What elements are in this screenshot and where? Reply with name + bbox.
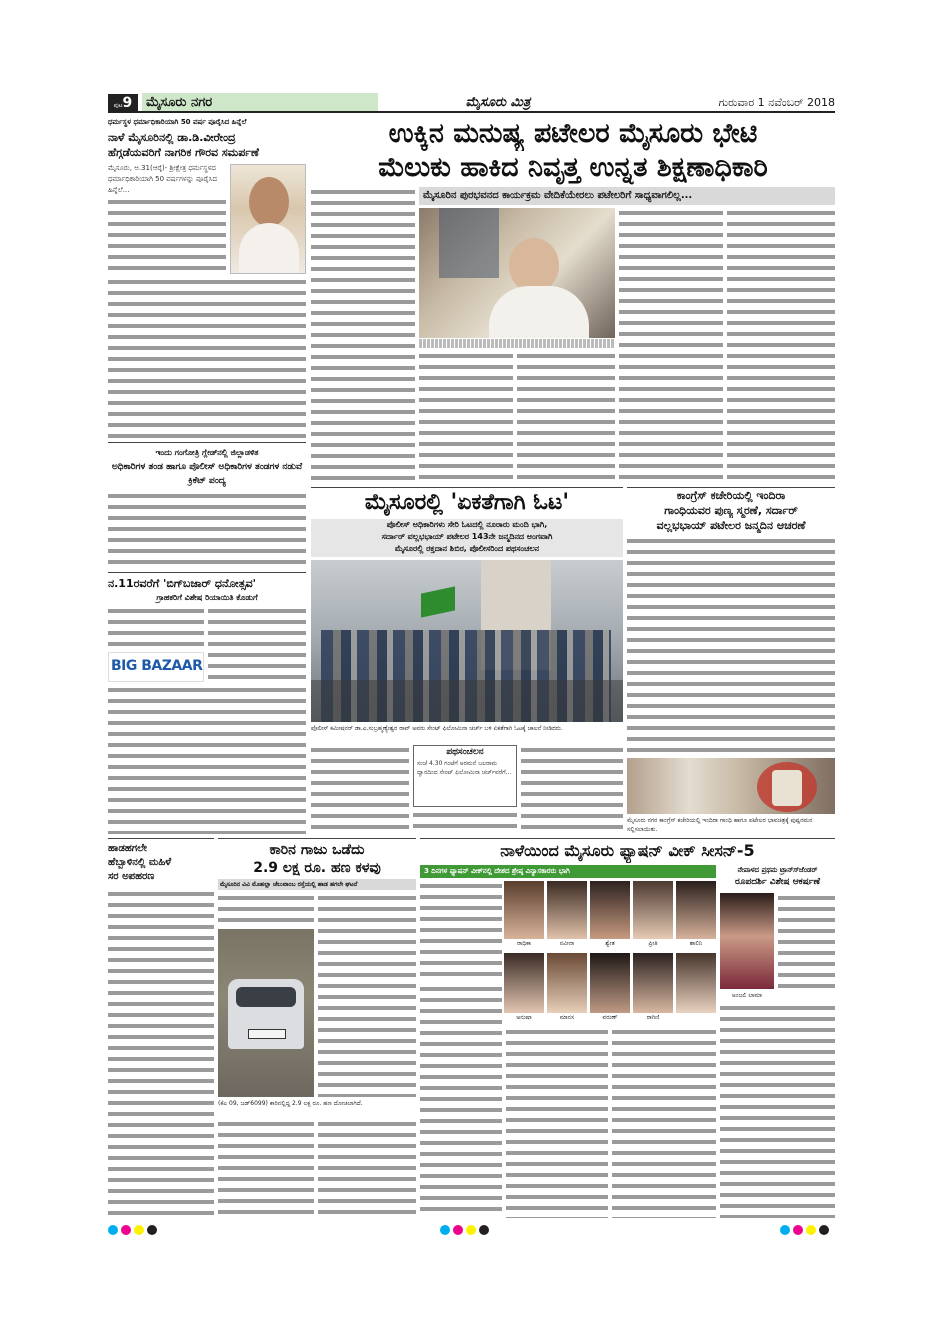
chain-headline-3: ಸರ ಅಪಹರಣ — [108, 871, 155, 882]
run-body-col1 — [311, 745, 409, 834]
transgender-model-photo — [720, 893, 774, 989]
sidebar-photo-caption: ಅಂಜಲಿ ಲಾಮಾ — [731, 992, 763, 999]
photo-caption — [419, 339, 615, 348]
car-banner-text: ಮೈಸೂರಿನ ವಿವಿ ಮೊಹಲ್ಲಾ ಚೆಲುವಾಂಬ ರಸ್ತೆಯಲ್ಲಿ ಹಾಡ ಹಗಲೇ ಘಟನೆ — [220, 881, 358, 888]
car-body-col2 — [318, 893, 416, 1097]
model-name: ಪ್ರೀತಿ — [648, 940, 658, 947]
main-story-col4 — [727, 208, 835, 485]
model-photo-grid-row2 — [504, 953, 716, 1023]
story-dateline: ಮೈಸೂರು, ಅ.31(ಆರ್‍ಕೆ)- ಶ್ರೀಕ್ಷೇತ್ರ ಧರ್ಮಸ್ಥಳದ ಧರ್ಮಾಧಿಕಾರಿಯಾಗಿ 50 ವರ್ಷಗಳನ್ನು ಪೂರೈಸಿದ ಹಿನ್ನೆಲೆ... — [108, 164, 217, 194]
car-body-col4 — [318, 1119, 416, 1218]
main-headline-2: ಮೆಲುಕು ಹಾಕಿದ ನಿವೃತ್ತ ಉನ್ನತ ಶಿಕ್ಷಣಾಧಿಕಾರಿ — [378, 152, 768, 183]
main-story-col1 — [311, 187, 415, 485]
chain-headline-2: ಹೆಬ್ಬಾಳಿನಲ್ಲಿ ಮಹಿಳೆ — [108, 857, 172, 868]
model-photo — [504, 881, 544, 939]
car-body-col1 — [218, 893, 314, 927]
congress-body-text — [627, 536, 835, 756]
transgender-model-sidebar — [720, 865, 835, 1218]
model-photo-grid-row1 — [504, 881, 716, 949]
story-body-text-3 — [108, 685, 306, 834]
story-kicker: ಧರ್ಮಸ್ಥಳ ಧರ್ಮಾಧಿಕಾರಿಯಾಗಿ 50 ವರ್ಷ ಪೂರೈಸಿದ ಹಿನ್ನೆಲೆ — [108, 118, 247, 126]
story-subhead: ಗ್ರಾಹಕರಿಗೆ ವಿಶೇಷ ರಿಯಾಯಿತಿ ಕೊಡುಗೆ — [156, 593, 258, 602]
main-story-patel — [311, 117, 835, 485]
run-headline: ಮೈಸೂರಲ್ಲಿ 'ಏಕತೆಗಾಗಿ ಓಟ' — [364, 490, 570, 515]
model-photo — [590, 953, 630, 1013]
run-deck-line-1: ಪೊಲೀಸ್ ಅಧಿಕಾರಿಗಳು ಸೇರಿ ಓಟದಲ್ಲಿ ನೂರಾರು ಮಂದಿ ಭಾಗಿ, — [386, 520, 548, 529]
issue-date: ಗುರುವಾರ 1 ನವೆಂಬರ್ 2018 — [718, 96, 835, 109]
model-name: ವರುಣ್ — [602, 1014, 618, 1021]
main-story-col2a — [419, 351, 513, 485]
congress-tribute-photo — [627, 758, 835, 814]
car-banner — [218, 879, 416, 890]
section-title: ಮೈಸೂರು ನಗರ — [142, 93, 378, 112]
model-name: ರಾಧಿಕಾ — [517, 940, 531, 947]
story-headline-2: ಹೆಗ್ಗಡೆಯವರಿಗೆ ನಾಗರಿಕ ಗೌರವ ಸಮರ್ಪಣೆ — [108, 146, 259, 159]
fashion-banner-text: 3 ದಿನಗಳ ಫ್ಯಾಷನ್ ವೀಕ್‍ನಲ್ಲಿ ದೇಶದ ಶ್ರೇಷ್ಠ ವಿನ್ಯಾಸಕಾರರು ಭಾಗಿ — [424, 867, 570, 875]
run-for-unity-story — [311, 487, 623, 834]
big-bazaar-logo — [108, 652, 204, 682]
heggade-portrait-photo — [230, 164, 306, 274]
model-photo — [547, 881, 587, 939]
parade-box — [413, 745, 517, 807]
congress-headline-2: ಗಾಂಧಿಯವರ ಪುಣ್ಯ ಸ್ಮರಣೆ, ಸರ್ದಾರ್ — [664, 504, 798, 517]
car-body-col3 — [218, 1119, 314, 1218]
car-headline-1: ಕಾರಿನ ಗಾಜು ಒಡೆದು — [269, 842, 365, 858]
main-banner-text: ಮೈಸೂರಿನ ಪುರಭವನದ ಕಾರ್ಯಕ್ರಮ ವೇದಿಕೆಯೇರಲು ಪಟೇಲರಿಗೆ ಸಾಧ್ಯವಾಗಲಿಲ್ಲ... — [423, 190, 693, 201]
model-name: ಶಾಲಿನಿ — [689, 940, 703, 947]
fashion-body-col2 — [506, 1027, 608, 1218]
printer-color-marks-bottom-center — [440, 1225, 500, 1235]
parade-box-text: ಸಂಜೆ 4.30 ಗಂಟೆಗೆ ಅರಮನೆ ಬಲರಾಮ ದ್ವಾರದಿಂದ ಸೇಂಟ್ ಫಿಲೋಮಿನಾ ಚರ್ಚ್‍ವರೆಗೆ... — [417, 760, 512, 776]
model-name: ರಾಗಿಣಿ — [646, 1014, 660, 1021]
chain-body-text — [108, 889, 214, 1218]
page-number: 9 — [122, 95, 133, 111]
congress-story — [627, 487, 835, 834]
run-flagoff-photo — [311, 560, 623, 722]
model-photo — [633, 953, 673, 1013]
paper-name: ಮೈಸೂರು ಮಿತ್ರ — [465, 95, 531, 110]
story-headline-1: ನಾಳೆ ಮೈಸೂರಿನಲ್ಲಿ ಡಾ.ಡಿ.ವೀರೇಂದ್ರ — [108, 131, 236, 144]
parade-box-title: ಪಥಸಂಚಲನ — [446, 747, 484, 757]
fashion-banner — [420, 865, 716, 878]
model-name: ಮಾನಸ — [559, 1014, 575, 1021]
model-name: ನವೀನಾ — [559, 940, 575, 947]
story-body-text — [108, 606, 204, 650]
story-cricket-match — [108, 442, 306, 570]
story-veerendra-heggade — [108, 117, 306, 440]
model-name: ಶ್ವೇತ — [605, 940, 615, 947]
run-deck-line-2: ಸರ್ದಾರ್ ವಲ್ಲಭಭಾಯ್ ಪಟೇಲರ 143ನೇ ಜನ್ಮದಿನದ ಅಂಗವಾಗಿ — [381, 532, 553, 541]
sidebar-kicker: ನೇಪಾಳದ ಪ್ರಥಮ ಟ್ರಾನ್ಸ್‍ಜೆಂಡರ್ — [737, 866, 818, 874]
sidebar-body-text-2 — [720, 1003, 835, 1218]
congress-headline-3: ವಲ್ಲಭಭಾಯ್ ಪಟೇಲರ ಜನ್ಮದಿನ ಆಚರಣೆ — [656, 519, 806, 532]
model-photo — [590, 881, 630, 939]
main-story-col3 — [619, 208, 723, 485]
sidebar-headline: ರೂಪದರ್ಶಿ ವಿಶೇಷ ಆಕರ್ಷಣೆ — [734, 877, 821, 887]
story-body-text-2 — [108, 277, 306, 440]
congress-photo-caption: ಮೈಸೂರು ನಗರ ಕಾಂಗ್ರೆಸ್ ಕಚೇರಿಯಲ್ಲಿ ಇಂದಿರಾ ಗಾಂಧಿ ಹಾಗೂ ಪಟೇಲರ ಭಾವಚಿತ್ರಕ್ಕೆ ಪುಷ್ಪನಮನ ಸಲ್ಲಿಸಲಾಯಿತು. — [627, 817, 813, 833]
sidebar-body-text — [778, 893, 835, 993]
story-body-text — [108, 197, 226, 274]
run-body-col2 — [413, 810, 517, 834]
big-bazaar-logo-text: BIG BAZAAR — [111, 658, 203, 674]
story-big-bazaar — [108, 572, 306, 834]
page-number-badge — [108, 94, 138, 112]
main-story-col2b — [517, 351, 615, 485]
chain-headline-1: ಹಾಡಹಗಲೇ — [108, 843, 147, 854]
model-photo — [547, 953, 587, 1013]
page-label: ಪುಟ — [113, 102, 123, 109]
model-name: ಅನುಷಾ — [516, 1014, 532, 1021]
run-deck — [311, 519, 623, 557]
main-headline-1: ಉಕ್ಕಿನ ಮನುಷ್ಯ ಪಟೇಲರ ಮೈಸೂರು ಭೇಟಿ — [388, 118, 758, 149]
car-photo — [218, 929, 314, 1097]
story-body-text — [108, 491, 306, 570]
model-photo — [676, 953, 716, 1013]
run-photo-caption: ಪೊಲೀಸ್ ಕಮೀಷನರ್ ಡಾ.ಎ.ಸುಬ್ರಹ್ಮಣ್ಯೇಶ್ವರ ರಾವ್ ಅವರು ಸೇಂಟ್ ಫಿಲೋಮಿನಾ ಚರ್ಚ್ ಬಳಿ ಏಕತೆಗಾಗಿ ಓಟಕ್ಕೆ ಚಾಲನೆ ನೀಡಿದರು. — [311, 725, 563, 732]
masthead — [108, 93, 835, 113]
fashion-body-col1 — [420, 881, 502, 981]
story-headline: ನ.11ರವರೆಗೆ 'ಬಿಗ್‍ಬಜಾರ್ ಧನೋತ್ಸವ' — [108, 577, 257, 590]
car-photo-caption: (ಕೆಎ 09, ಜಡ್6099) ಕಾರಿನಲ್ಲಿದ್ದ 2.9 ಲಕ್ಷ ರೂ. ಹಣ ದೋಚಲಾಗಿದೆ. — [218, 1100, 363, 1107]
congress-headline-1: ಕಾಂಗ್ರೆಸ್ ಕಚೇರಿಯಲ್ಲಿ ಇಂದಿರಾ — [676, 489, 786, 502]
story-kicker: ಇಂದು ಗಂಗೋತ್ರಿ ಗ್ಲೇಡ್‍ನಲ್ಲಿ ಜಿಲ್ಲಾಡಳಿತ — [155, 448, 259, 457]
car-theft-story — [218, 838, 416, 1218]
chain-snatching-story — [108, 838, 214, 1218]
printer-color-marks-bottom-left — [108, 1225, 168, 1235]
story-headline: ಅಧಿಕಾರಿಗಳ ತಂಡ ಹಾಗೂ ಪೊಲೀಸ್ ಅಧಿಕಾರಿಗಳ ತಂಡಗಳ ನಡುವೆ ಕ್ರಿಕೆಟ್ ಪಂದ್ಯ — [111, 462, 303, 486]
fashion-body-col3 — [612, 1027, 716, 1218]
model-photo — [504, 953, 544, 1013]
fashion-body-col1b — [420, 984, 502, 1218]
model-photo — [633, 881, 673, 939]
fashion-week-story — [420, 838, 835, 1218]
main-story-banner — [419, 187, 835, 205]
printer-color-marks-bottom-right — [780, 1225, 840, 1235]
run-deck-line-3: ಮೈಸೂರಲ್ಲಿ ರಕ್ತದಾನ ಶಿಬಿರ, ಪೊಲೀಸರಿಂದ ಪಥಸಂಚಲನ — [394, 544, 540, 553]
run-body-col3 — [521, 745, 623, 834]
fashion-headline: ನಾಳೆಯಿಂದ ಮೈಸೂರು ಫ್ಯಾಷನ್ ವೀಕ್ ಸೀಸನ್-5 — [500, 841, 755, 860]
model-photo — [676, 881, 716, 939]
retired-officer-photo — [419, 208, 615, 338]
story-body-text-2 — [208, 606, 306, 682]
car-headline-2: 2.9 ಲಕ್ಷ ರೂ. ಹಣ ಕಳವು — [253, 860, 381, 876]
